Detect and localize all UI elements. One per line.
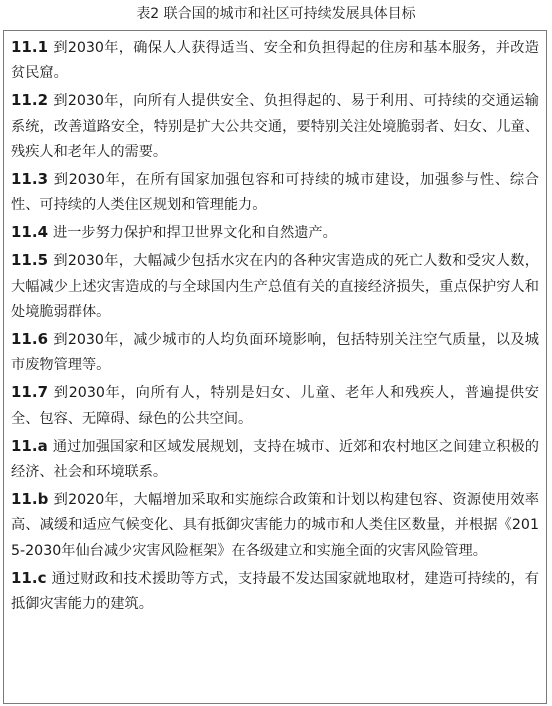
target-text: 到2030年，大幅减少包括水灾在内的各种灾害造成的死亡人数和受灾人数，大幅减少上述灾害造成的与全球国内生产总值有关的直接经济损失，重点保护穷人和处境脆弱群体。 — [11, 253, 539, 321]
target-number: 11.1 — [11, 38, 49, 56]
target-text: 到2030年，减少城市的人均负面环境影响，包括特别关注空气质量，以及城市废物管理等。 — [11, 331, 539, 374]
target-text: 到2030年，向所有人，特别是妇女、儿童、老年人和残疾人，普遍提供安全、包容、无障碍、绿色的公共空间。 — [11, 385, 539, 427]
target-number: 11.a — [11, 436, 48, 455]
target-number: 11.5 — [11, 251, 49, 270]
targets-table — [3, 30, 547, 704]
target-row-11-5 — [11, 248, 539, 325]
target-row-11-c — [11, 566, 539, 618]
target-text: 到2030年，在所有国家加强包容和可持续的城市建设，加强参与性、综合性、可持续的人类住区规划和管理能力。 — [11, 172, 539, 214]
target-number: 11.2 — [11, 91, 49, 110]
target-number: 11.3 — [11, 170, 49, 189]
target-row-11-1 — [11, 35, 539, 87]
table-caption: 表2 联合国的城市和社区可持续发展具体目标 — [136, 6, 416, 22]
target-number: 11.7 — [11, 383, 49, 402]
target-number: 11.4 — [11, 223, 49, 242]
target-text: 到2030年，确保人人获得适当、安全和负担得起的住房和基本服务，并改造贫民窟。 — [11, 40, 539, 82]
target-row-11-4 — [11, 220, 539, 246]
target-row-11-b — [11, 487, 539, 564]
target-text: 到2030年，向所有人提供安全、负担得起的、易于利用、可持续的交通运输系统，改善道路安全，特别是扩大公共交通，要特别关注处境脆弱者、妇女、儿童、残疾人和老年人的需要。 — [11, 93, 539, 161]
target-row-11-a — [11, 434, 539, 486]
target-row-11-2 — [11, 88, 539, 165]
target-text: 进一步努力保护和捍卫世界文化和自然遗产。 — [53, 225, 337, 242]
target-row-11-3 — [11, 167, 539, 219]
target-text: 通过加强国家和区域发展规划，支持在城市、近郊和农村地区之间建立积极的经济、社会和环境联系。 — [11, 438, 539, 480]
target-row-11-7 — [11, 380, 539, 432]
target-number: 11.c — [11, 568, 47, 587]
target-number: 11.6 — [11, 329, 49, 348]
target-row-11-6 — [11, 327, 539, 379]
target-number: 11.b — [11, 489, 49, 508]
target-text: 到2020年，大幅增加采取和实施综合政策和计划以构建包容、资源使用效率高、减缓和适应气候变化、具有抵御灾害能力的城市和人类住区数量，并根据《2015-2030年仙台减少灾害风险框架》在各级建立和实施全面的灾害风险管理。 — [11, 491, 539, 559]
target-text: 通过财政和技术援助等方式，支持最不发达国家就地取材，建造可持续的，有抵御灾害能力的建筑。 — [11, 570, 539, 613]
